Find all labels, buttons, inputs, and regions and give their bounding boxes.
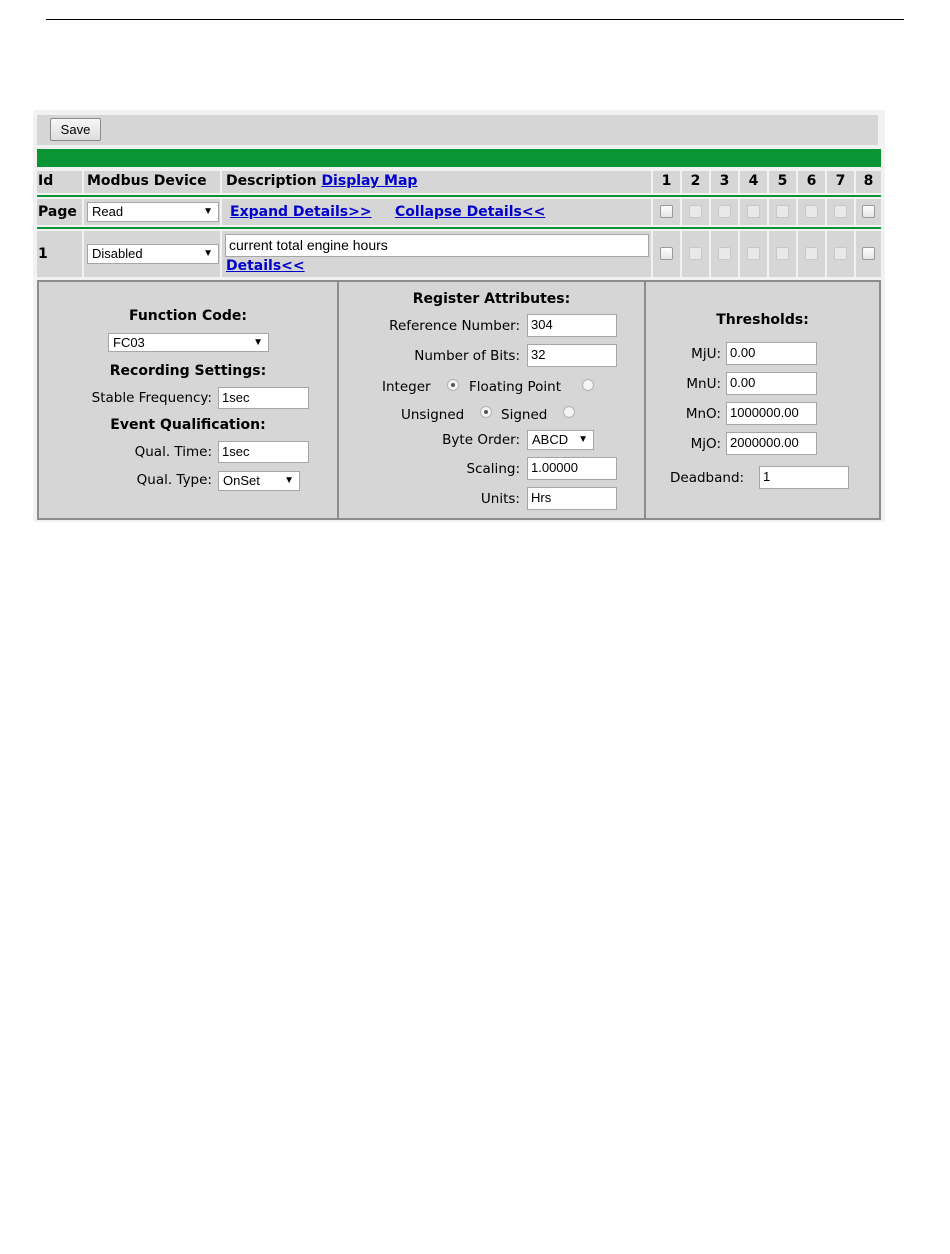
page-checkbox-1[interactable]: [660, 205, 673, 218]
mno-input[interactable]: 1000000.00: [726, 402, 817, 425]
page-row-id: Page: [38, 204, 77, 220]
column-header-4: 4: [748, 173, 759, 189]
page-checkbox-5: [776, 205, 789, 218]
deadband-label: Deadband:: [670, 470, 745, 486]
row1-checkbox-3: [718, 247, 731, 260]
save-button[interactable]: Save: [50, 118, 101, 141]
display-map-link[interactable]: Display Map: [321, 173, 418, 189]
unsigned-radio[interactable]: [480, 406, 492, 418]
row1-checkbox-2: [689, 247, 702, 260]
chevron-down-icon: ▼: [578, 434, 588, 445]
qual-type-value: OnSet: [223, 473, 260, 488]
event-qualification-label: Event Qualification:: [110, 417, 266, 433]
units-input[interactable]: Hrs: [527, 487, 617, 510]
row1-description-input[interactable]: current total engine hours: [225, 234, 649, 257]
row-divider: [37, 195, 881, 197]
scaling-input[interactable]: 1.00000: [527, 457, 617, 480]
thresholds-label: Thresholds:: [716, 312, 809, 328]
byte-order-label: Byte Order:: [442, 432, 520, 448]
floating-point-radio[interactable]: [582, 379, 594, 391]
header-description-label: Description: [226, 173, 317, 189]
column-header-6: 6: [806, 173, 817, 189]
recording-settings-label: Recording Settings:: [109, 363, 267, 379]
function-code-select[interactable]: [108, 333, 269, 352]
mno-label: MnO:: [685, 406, 721, 422]
header-description: [226, 173, 417, 189]
page-checkbox-2: [689, 205, 702, 218]
page-device-value: Read: [92, 204, 124, 219]
row1-details-link[interactable]: Details<<: [226, 258, 305, 274]
page-rule: [46, 19, 904, 20]
chevron-down-icon: ▼: [203, 248, 213, 259]
number-of-bits-label: Number of Bits:: [414, 348, 520, 364]
number-of-bits-input[interactable]: 32: [527, 344, 617, 367]
header-modbus-device: Modbus Device: [87, 173, 207, 189]
function-code-label: Function Code:: [128, 308, 248, 324]
column-header-5: 5: [777, 173, 788, 189]
qual-time-label: Qual. Time:: [134, 444, 212, 460]
stable-frequency-input[interactable]: 1sec: [218, 387, 309, 409]
row-divider: [37, 227, 881, 229]
reference-number-input[interactable]: 304: [527, 314, 617, 337]
row1-checkbox-4: [747, 247, 760, 260]
mnu-input[interactable]: 0.00: [726, 372, 817, 395]
page-checkbox-6: [805, 205, 818, 218]
page-checkbox-3: [718, 205, 731, 218]
row1-checkbox-1[interactable]: [660, 247, 673, 260]
reference-number-label: Reference Number:: [389, 318, 520, 334]
unsigned-label: Unsigned: [401, 407, 465, 423]
deadband-input[interactable]: 1: [759, 466, 849, 489]
column-header-3: 3: [719, 173, 730, 189]
column-header-7: 7: [835, 173, 846, 189]
qual-time-input[interactable]: 1sec: [218, 441, 309, 463]
row1-device-value: Disabled: [92, 246, 143, 261]
mnu-label: MnU:: [686, 376, 721, 392]
stable-frequency-label: Stable Frequency:: [91, 390, 212, 406]
row1-id: 1: [38, 246, 48, 262]
page-checkbox-8[interactable]: [862, 205, 875, 218]
function-code-value: FC03: [113, 335, 145, 350]
header-id: Id: [38, 173, 54, 189]
row1-device-select[interactable]: [87, 244, 219, 264]
column-header-2: 2: [690, 173, 701, 189]
integer-radio[interactable]: [447, 379, 459, 391]
qual-type-label: Qual. Type:: [136, 472, 212, 488]
signed-radio[interactable]: [563, 406, 575, 418]
byte-order-value: ABCD: [532, 432, 569, 447]
mjo-label: MjO:: [690, 436, 721, 452]
row1-checkbox-6: [805, 247, 818, 260]
table-title-bar: [37, 149, 881, 167]
page-checkbox-4: [747, 205, 760, 218]
mjo-input[interactable]: 2000000.00: [726, 432, 817, 455]
page-device-select[interactable]: [87, 202, 219, 222]
scaling-label: Scaling:: [466, 461, 520, 477]
units-label: Units:: [480, 491, 520, 507]
chevron-down-icon: ▼: [253, 337, 263, 348]
page-checkbox-7: [834, 205, 847, 218]
row1-checkbox-7: [834, 247, 847, 260]
row1-checkbox-8[interactable]: [862, 247, 875, 260]
byte-order-select[interactable]: [527, 430, 594, 450]
save-bar: [37, 115, 878, 145]
collapse-details-link[interactable]: Collapse Details<<: [395, 204, 546, 220]
expand-details-link[interactable]: Expand Details>>: [230, 204, 372, 220]
register-attributes-label: Register Attributes:: [412, 291, 571, 307]
chevron-down-icon: ▼: [284, 475, 294, 486]
row1-checkbox-5: [776, 247, 789, 260]
column-header-1: 1: [661, 173, 672, 189]
mju-input[interactable]: 0.00: [726, 342, 817, 365]
floating-point-label: Floating Point: [469, 379, 562, 395]
mju-label: MjU:: [691, 346, 721, 362]
column-header-8: 8: [863, 173, 874, 189]
qual-type-select[interactable]: [218, 471, 300, 491]
signed-label: Signed: [501, 407, 548, 423]
integer-label: Integer: [382, 379, 431, 395]
chevron-down-icon: ▼: [203, 206, 213, 217]
